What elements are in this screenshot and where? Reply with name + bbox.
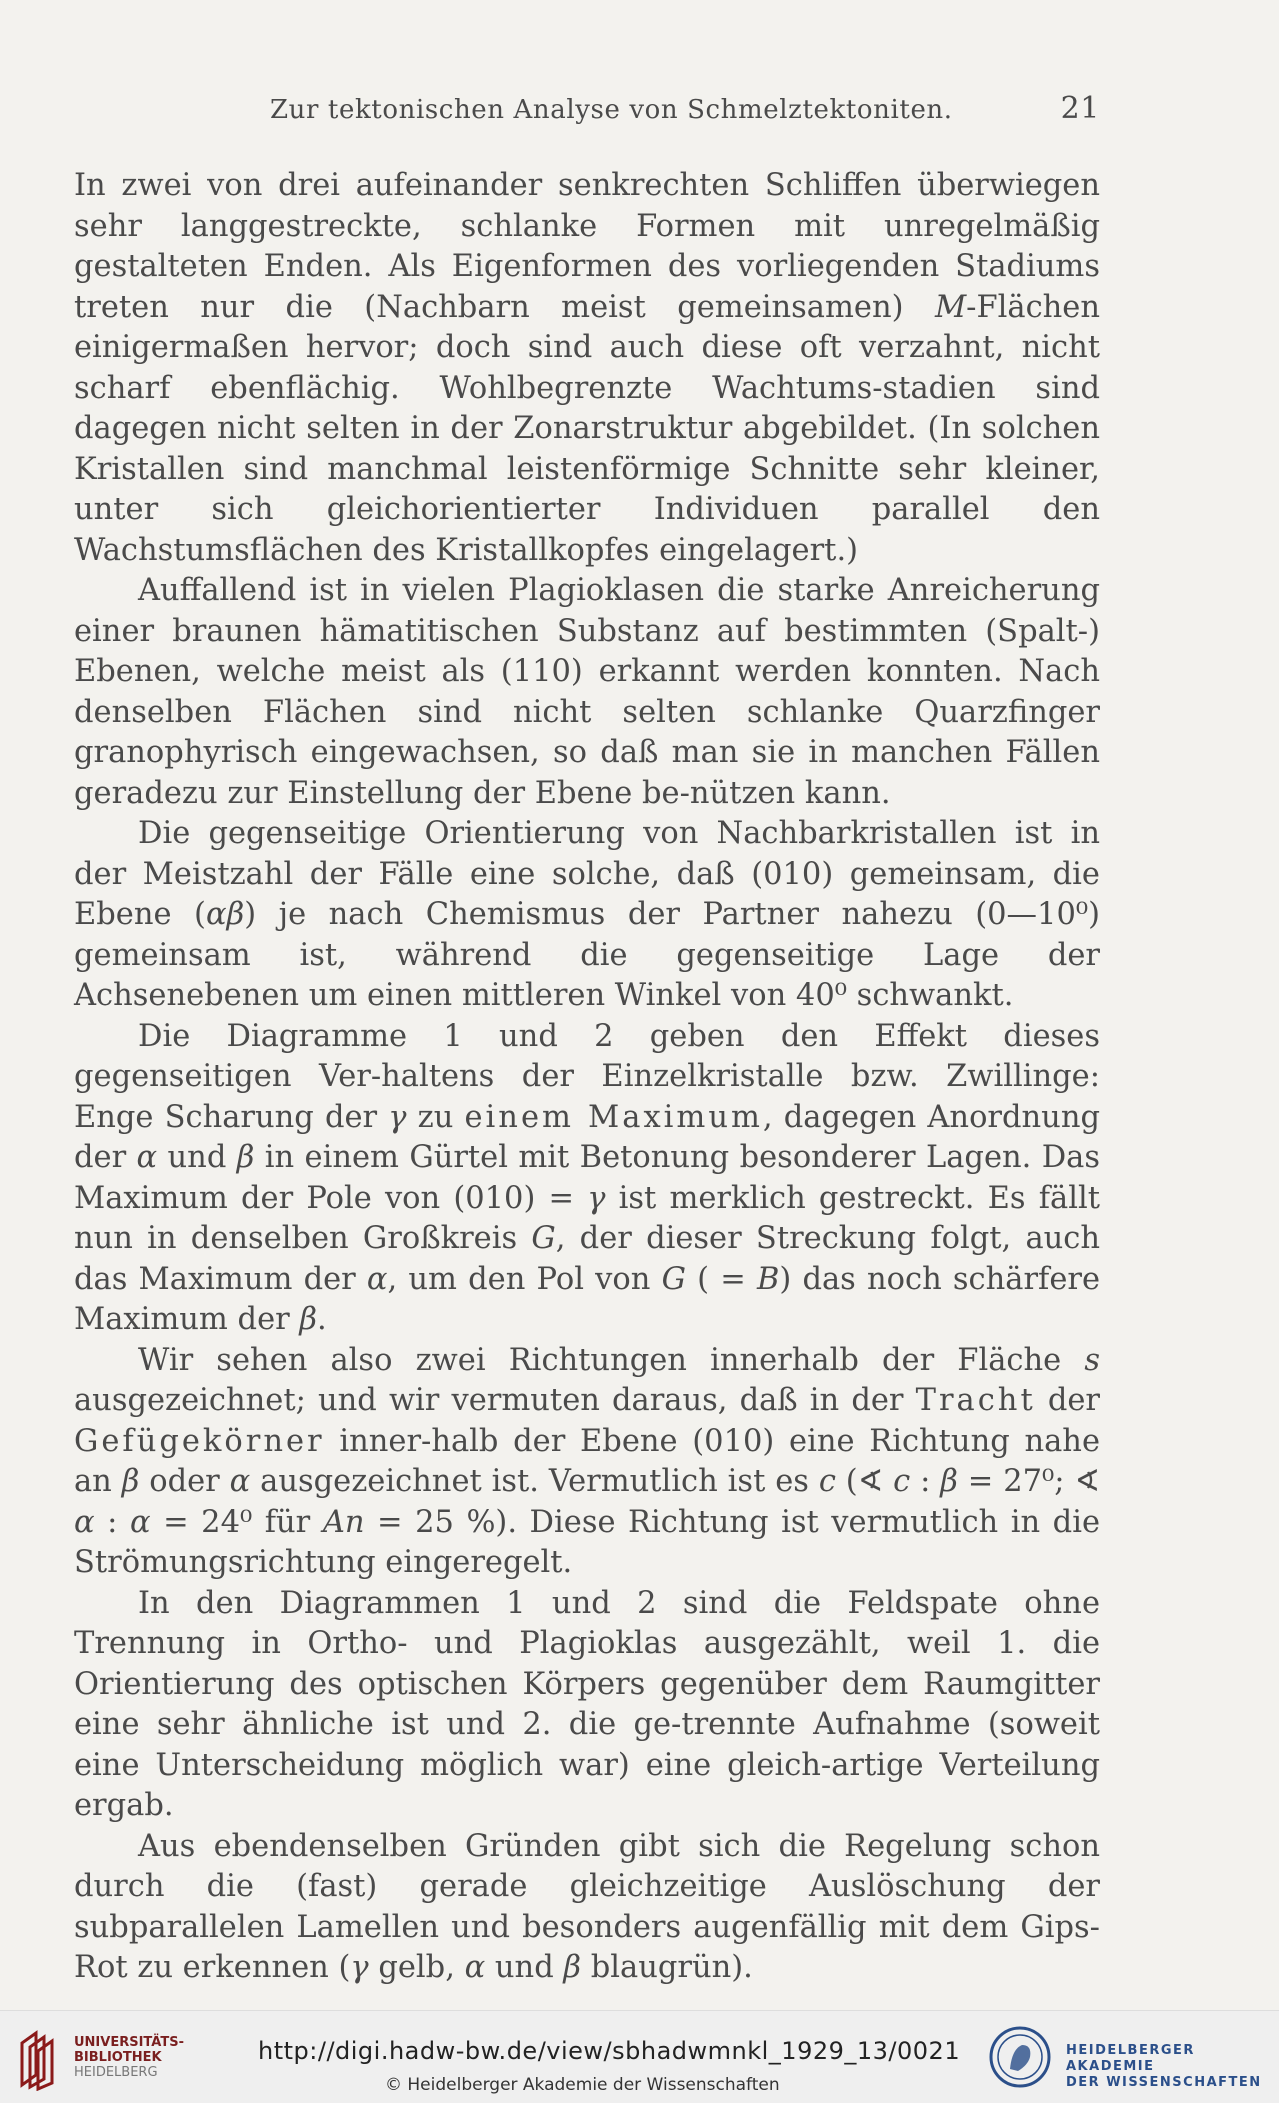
paragraph-7: Aus ebendenselben Gründen gibt sich die Regelung schon durch die (fast) gerade gleichzeitige Auslöschung der subparallelen Lamellen und besonders augenfällig mit dem Gips-Rot zu erkennen (γ gelb, α und β blaugrün). (74, 1828, 1100, 1985)
paragraph-2: Auffallend ist in vielen Plagioklasen die starke Anreicherung einer braunen hämatitischen Substanz auf bestimmten (Spalt-) Ebenen, welche meist als (110) erkannt werden konnten. Nach denselben Flächen sind nicht selten schlanke Quarzfinger granophyrisch eingewachsen, so daß man sie in manchen Fällen geradezu zur Einstellung der Ebene be-nützen kann. (74, 573, 1100, 811)
paragraph-3: Die gegenseitige Orientierung von Nachbarkristallen ist in der Meistzahl der Fälle eine solche, daß (010) gemeinsam, die Ebene (αβ) je nach Chemismus der Partner nahezu (0—10⁰) gemeinsam ist, während die gegenseitige Lage der Achsenebenen um einen mittleren Winkel von 40⁰ schwankt. (74, 816, 1100, 1013)
page-number: 21 (1060, 91, 1100, 126)
body-text (74, 166, 1100, 1989)
academy-name: HEIDELBERGER AKADEMIE DER WISSENSCHAFTEN (1066, 2043, 1262, 2090)
paragraph-1: In zwei von drei aufeinander senkrechten Schliffen überwiegen sehr langgestreckte, schlanke Formen mit unregelmäßig gestalteten Enden. Als Eigenformen des vorliegenden Stadiums treten nur die (Nachbarn meist gemeinsamen) M-Flächen einigermaßen hervor; doch sind auch diese oft verzahnt, nicht scharf ebenflächig. Wohlbegrenzte Wachtums-stadien sind dagegen nicht selten in der Zonarstruktur abgebildet. (In solchen Kristallen sind manchmal leistenförmige Schnitte sehr kleiner, unter sich gleichorientierter Individuen parallel den Wachstumsflächen des Kristallkopfes eingelagert.) (74, 168, 1100, 568)
running-title: Zur tektonischen Analyse von Schmelztektoniten. (270, 95, 953, 125)
paragraph-5: Wir sehen also zwei Richtungen innerhalb der Fläche s ausgezeichnet; und wir vermuten daraus, daß in der Tracht der Gefügekörner inner-halb der Ebene (010) eine Richtung nahe an β oder α ausgezeichnet ist. Vermutlich ist es c (∢ c : β = 27⁰; ∢ α : α = 24⁰ für An = 25 %). Diese Richtung ist vermutlich in die Strömungsrichtung eingeregelt. (74, 1342, 1100, 1580)
paragraph-4: Die Diagramme 1 und 2 geben den Effekt dieses gegenseitigen Ver-haltens der Einzelkristalle bzw. Zwillinge: Enge Scharung der γ zu einem Maximum, dagegen Anordnung der α und β in einem Gürtel mit Betonung besonderer Lagen. Das Maximum der Pole von (010) = γ ist merklich gestreckt. Es fällt nun in denselben Großkreis G, der dieser Streckung folgt, auch das Maximum der α, um den Pol von G ( = B) das noch schärfere Maximum der β. (74, 1018, 1101, 1337)
footer-bar (0, 2010, 1279, 2103)
page-header (270, 91, 1100, 126)
university-library-logo-icon[interactable] (14, 2029, 66, 2091)
document-url-link[interactable]: http://digi.hadw-bw.de/view/sbhadwmnkl_1929_13/0021 (258, 2037, 961, 2065)
university-library-name: UNIVERSITÄTS- BIBLIOTHEK HEIDELBERG (74, 2035, 184, 2080)
copyright-notice: © Heidelberger Akademie der Wissenschaften (385, 2075, 780, 2095)
paragraph-6: In den Diagrammen 1 und 2 sind die Feldspate ohne Trennung in Ortho- und Plagioklas ausgezählt, weil 1. die Orientierung des optischen Körpers gegenüber dem Raumgitter eine sehr ähnliche ist und 2. die ge-trennte Aufnahme (soweit eine Unterscheidung möglich war) eine gleich-artige Verteilung ergab. (74, 1585, 1100, 1823)
academy-seal-icon[interactable] (988, 2025, 1052, 2089)
